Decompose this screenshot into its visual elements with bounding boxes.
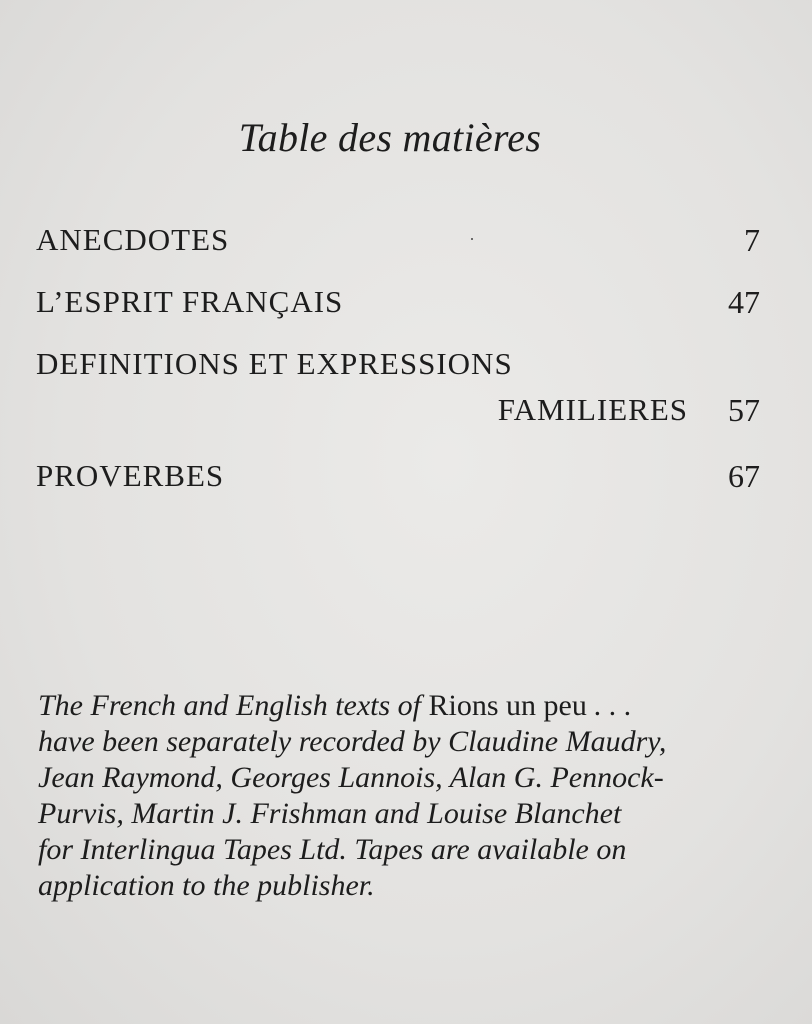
note-line xyxy=(38,688,778,724)
note-line: application to the publisher. xyxy=(38,869,375,902)
toc-title: Table des matières xyxy=(238,115,542,160)
toc-entry-label-continuation: FAMILIERES xyxy=(497,392,688,427)
toc-entry-page-number: 57 xyxy=(728,392,760,428)
toc-entry-label: DEFINITIONS ET EXPRESSIONS xyxy=(36,346,513,381)
toc-entry-page-number: 47 xyxy=(728,284,760,320)
toc-entry-label: L’ESPRIT FRANÇAIS xyxy=(36,284,344,319)
toc-entry-page-number: 67 xyxy=(728,458,760,494)
note-text: The French and English texts of xyxy=(38,689,429,722)
toc-entry-page-number: 7 xyxy=(744,222,760,258)
toc-entry-label: ANECDOTES xyxy=(36,222,230,257)
note-line: Purvis, Martin J. Frishman and Louise Blanchet xyxy=(38,797,622,830)
note-line: have been separately recorded by Claudine Maudry, xyxy=(38,725,667,758)
toc-entry-definitions xyxy=(36,346,760,436)
book-title: Rions un peu xyxy=(428,689,587,722)
note-line: Jean Raymond, Georges Lannois, Alan G. Pennock- xyxy=(38,761,664,794)
note-text: . . . xyxy=(586,689,632,722)
toc-entry-label: PROVERBES xyxy=(36,458,225,493)
paper-speck xyxy=(471,238,473,240)
recording-note xyxy=(38,688,778,904)
note-line: for Interlingua Tapes Ltd. Tapes are available on xyxy=(38,833,627,866)
